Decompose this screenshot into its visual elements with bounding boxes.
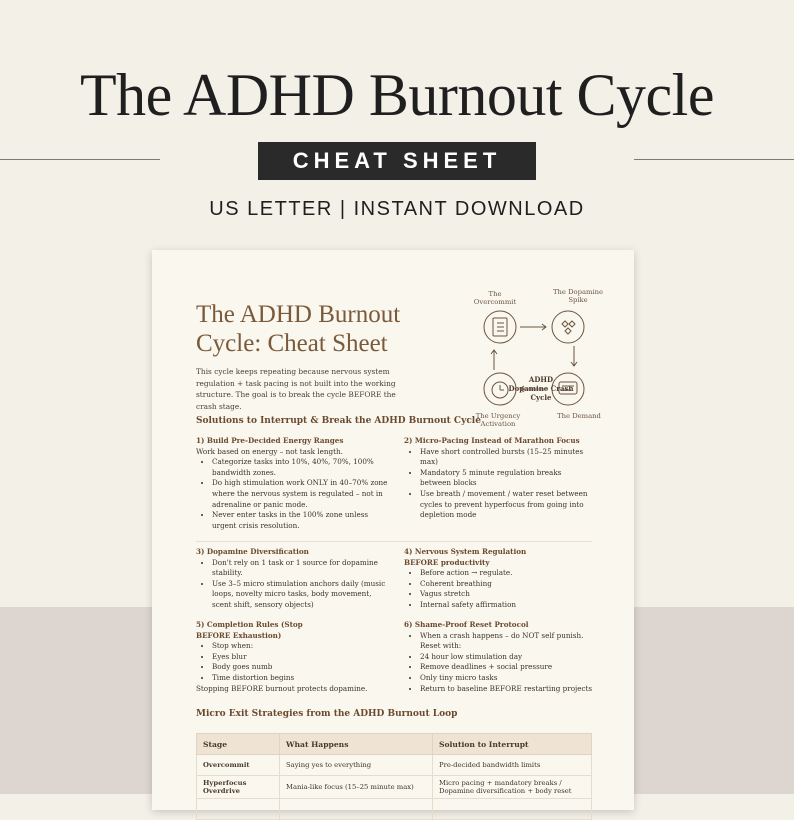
list-item: • Return to baseline BEFORE restarting projects: [420, 684, 594, 695]
list-item: • Eyes blur: [212, 652, 392, 663]
cheat-sheet-badge: CHEAT SHEET: [258, 142, 536, 180]
table-row: [197, 776, 592, 799]
table-cell: [280, 799, 433, 820]
list-item: • 24 hour low stimulation day: [420, 652, 594, 663]
list-item: • Do high stimulation work ONLY in 40–70% zone where the nervous system is regulated – not in adrenaline or panic mode.: [212, 478, 392, 510]
cycle-center-label: ADHD Dopamine Crash Cycle: [508, 375, 574, 402]
doc-title-line2: Cycle: Cheat Sheet: [196, 330, 388, 357]
list-item: • Don't rely on 1 task or 1 source for dopamine stability.: [212, 558, 392, 579]
sparkle-icon: [552, 311, 584, 343]
list-item: • Mandatory 5 minute regulation breaks between blocks: [420, 468, 594, 489]
section-3: [196, 547, 392, 611]
table-header: What Happens: [280, 734, 433, 755]
alarm-clock-icon: [484, 373, 516, 405]
cycle-graphics: [470, 286, 600, 436]
cycle-label-demand: The Demand: [557, 412, 601, 420]
section-4: [404, 547, 594, 611]
list-item: • Use breath / movement / water reset between cycles to prevent hyperfocus from going into depletion mode: [420, 489, 594, 521]
micro-exit-title: Micro Exit Strategies from the ADHD Burnout Loop: [196, 709, 458, 719]
section-2-heading: 2) Micro-Pacing Instead of Marathon Focus: [404, 436, 580, 445]
list-item: • Have short controlled bursts (15–25 minutes max): [420, 447, 594, 468]
section-6-heading: 6) Shame-Proof Reset Protocol: [404, 620, 529, 629]
checklist-icon: [484, 311, 516, 343]
cycle-label-overcommit: The Overcommit: [473, 290, 517, 306]
list-item: • Vagus stretch: [420, 589, 594, 600]
table-row: [197, 755, 592, 776]
section-3-heading: 3) Dopamine Diversification: [196, 547, 309, 556]
micro-exit-table: [196, 733, 592, 820]
list-item: • Only tiny micro tasks: [420, 673, 594, 684]
list-item: • Categorize tasks into 10%, 40%, 70%, 100% bandwidth zones.: [212, 457, 392, 478]
table-cell: Overcommit: [197, 755, 280, 776]
divider-left: [0, 159, 160, 160]
table-header: Stage: [197, 734, 280, 755]
divider-right: [634, 159, 794, 160]
table-cell: Micro pacing + mandatory breaks / Dopamine diversification + body reset: [433, 776, 592, 799]
list-item: • Use 3–5 micro stimulation anchors daily (music loops, novelty micro tasks, body movement, scent shift, sensory objects): [212, 579, 392, 611]
list-item: • Internal safety affirmation: [420, 600, 594, 611]
section-1-heading: 1) Build Pre-Decided Energy Ranges: [196, 436, 344, 445]
section-5-sub: BEFORE Exhaustion): [196, 630, 282, 640]
section-5-footer: Stopping BEFORE burnout protects dopamine.: [196, 683, 368, 693]
section-5: [196, 620, 392, 694]
section-1: [196, 436, 392, 531]
list-item: • Stop when:: [212, 641, 392, 652]
list-item: • Coherent breathing: [420, 579, 594, 590]
section-1-sub: Work based on energy – not task length.: [196, 446, 343, 456]
section-divider: [196, 541, 592, 542]
section-2: [404, 436, 594, 521]
hero-subtitle: US LETTER | INSTANT DOWNLOAD: [209, 198, 585, 220]
section-6: [404, 620, 594, 694]
list-item: • When a crash happens – do NOT self punish. Reset with:: [420, 631, 594, 652]
section-5-heading: 5) Completion Rules (Stop: [196, 620, 303, 629]
list-item: • Body goes numb: [212, 662, 392, 673]
list-item: • Time distortion begins: [212, 673, 392, 684]
table-header: Solution to Interrupt: [433, 734, 592, 755]
chat-bubble-icon: [552, 373, 584, 405]
cycle-label-dopamine-spike: The Dopamine Spike: [552, 288, 604, 304]
table-cell: Pre-decided bandwidth limits: [433, 755, 592, 776]
cheat-sheet-page: [152, 250, 634, 810]
table-header-row: [197, 734, 592, 755]
table-cell: Mania-like focus (15–25 minute max): [280, 776, 433, 799]
intro-text: This cycle keeps repeating because nervous system regulation + task pacing is not built into the working structure. The goal is to break the cycle BEFORE the crash stage.: [196, 367, 396, 411]
solutions-title: Solutions to Interrupt & Break the ADHD Burnout Cycle: [196, 416, 481, 426]
list-item: • Before action → regulate.: [420, 568, 594, 579]
section-4-sub: BEFORE productivity: [404, 557, 490, 567]
list-item: • Never enter tasks in the 100% zone unless urgent crisis resolution.: [212, 510, 392, 531]
table-cell: Saying yes to everything: [280, 755, 433, 776]
section-4-heading: 4) Nervous System Regulation: [404, 547, 527, 556]
list-item: • Remove deadlines + social pressure: [420, 662, 594, 673]
hero-title: The ADHD Burnout Cycle: [80, 62, 714, 128]
burnout-cycle-diagram: [470, 286, 604, 436]
table-cell: Hyperfocus Overdrive: [197, 776, 280, 799]
doc-title: [196, 300, 456, 358]
table-row: [197, 799, 592, 820]
cycle-label-urgency: The Urgency Activation: [475, 412, 521, 428]
doc-title-line1: The ADHD Burnout: [196, 301, 401, 328]
table-cell: [197, 799, 280, 820]
table-cell: [433, 799, 592, 820]
